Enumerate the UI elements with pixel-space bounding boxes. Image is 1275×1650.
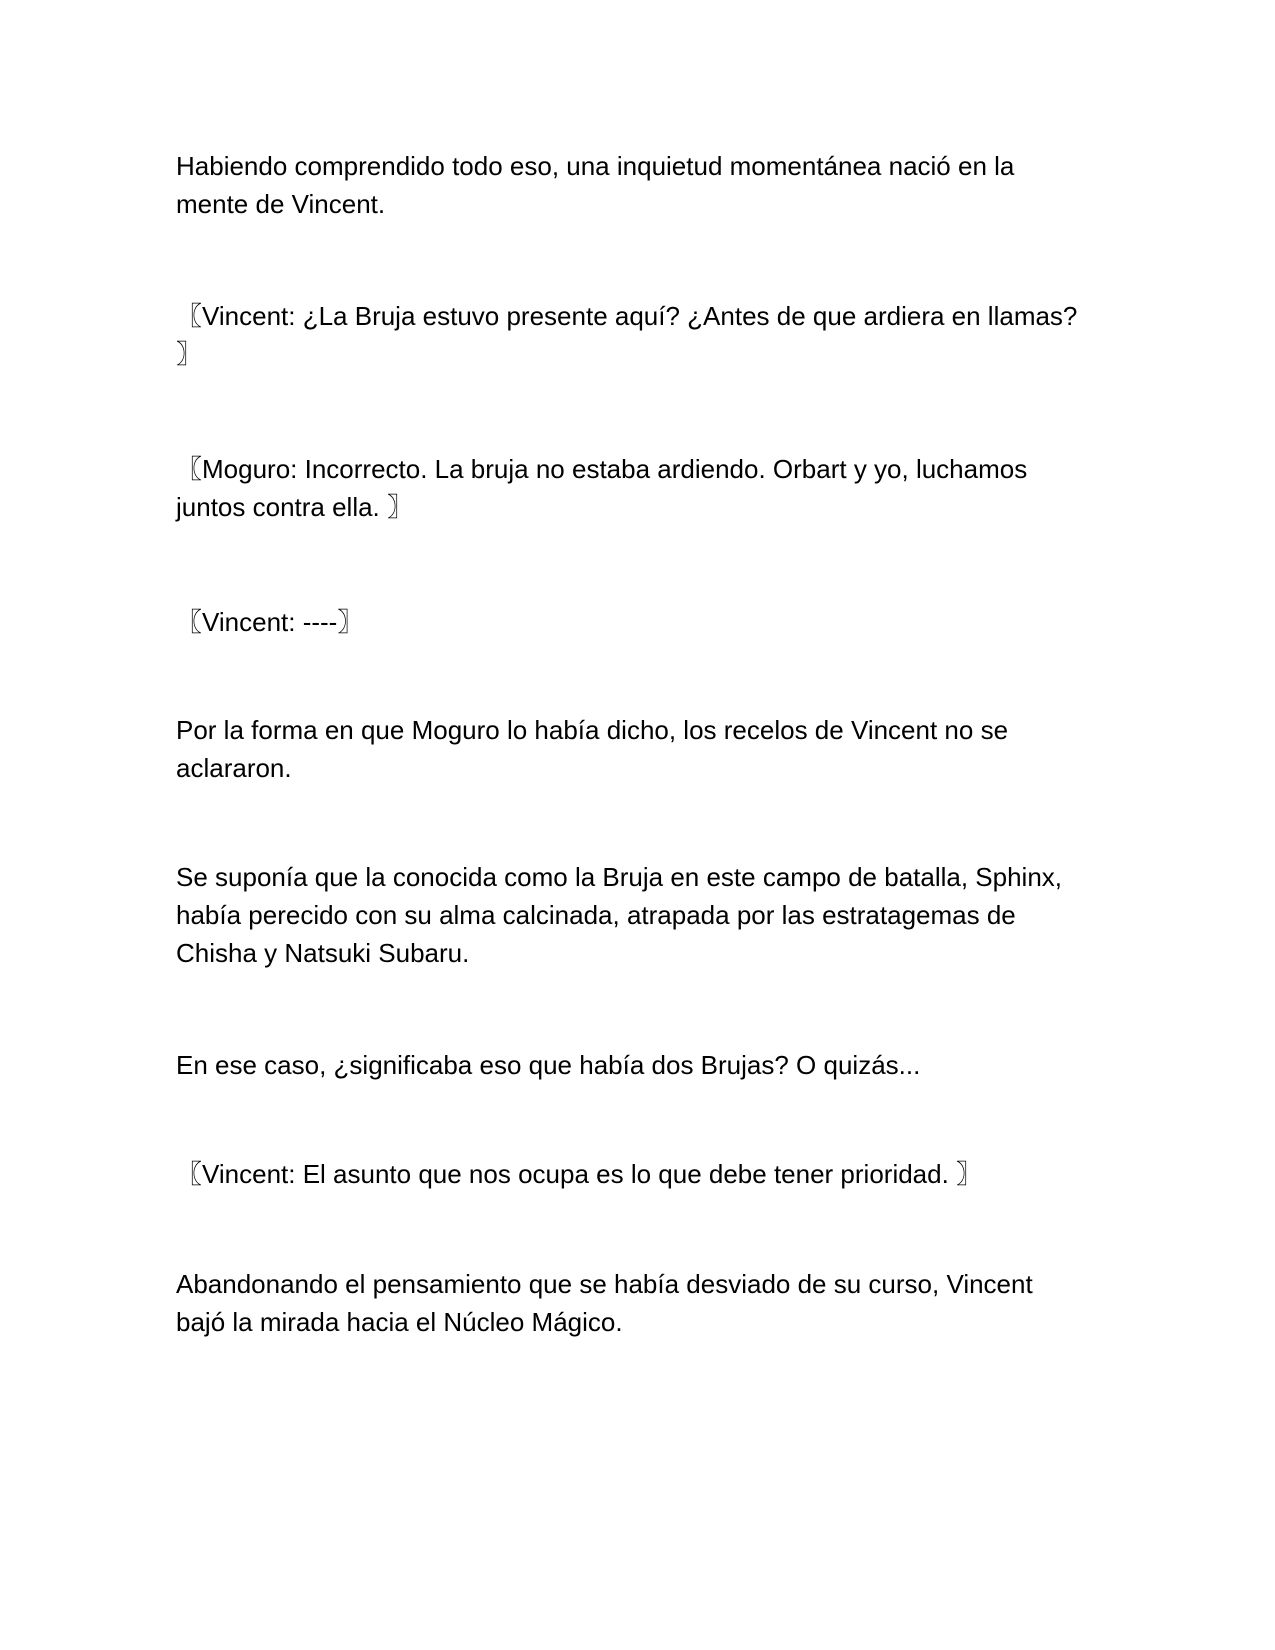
paragraph-narration-3: Se suponía que la conocida como la Bruja en este campo de batalla, Sphinx, había perecido con su alma calcinada, atrapada por las estratagemas de Chisha y Natsuki Subaru. xyxy=(176,862,1063,968)
paragraph-dialogue-vincent-3: 〖Vincent: El asunto que nos ocupa es lo que debe tener prioridad. 〗 xyxy=(176,1159,983,1189)
paragraph-dialogue-vincent-2: 〖Vincent: ----〗 xyxy=(176,607,364,637)
paragraph-narration-5: Abandonando el pensamiento que se había desviado de su curso, Vincent bajó la mirada hacia el Núcleo Mágico. xyxy=(176,1269,1033,1337)
paragraph-dialogue-moguro: 〖Moguro: Incorrecto. La bruja no estaba ardiendo. Orbart y yo, luchamos juntos contra ella. 〗 xyxy=(176,454,1028,522)
paragraph-dialogue-vincent-1: 〖Vincent: ¿La Bruja estuvo presente aquí? ¿Antes de que ardiera en llamas? 〗 xyxy=(176,301,1078,369)
paragraph-narration-4: En ese caso, ¿significaba eso que había dos Brujas? O quizás... xyxy=(176,1050,921,1080)
paragraph-narration-1: Habiendo comprendido todo eso, una inquietud momentánea nació en la mente de Vincent. xyxy=(176,151,1015,219)
paragraph-narration-2: Por la forma en que Moguro lo había dicho, los recelos de Vincent no se aclararon. xyxy=(176,715,1009,783)
